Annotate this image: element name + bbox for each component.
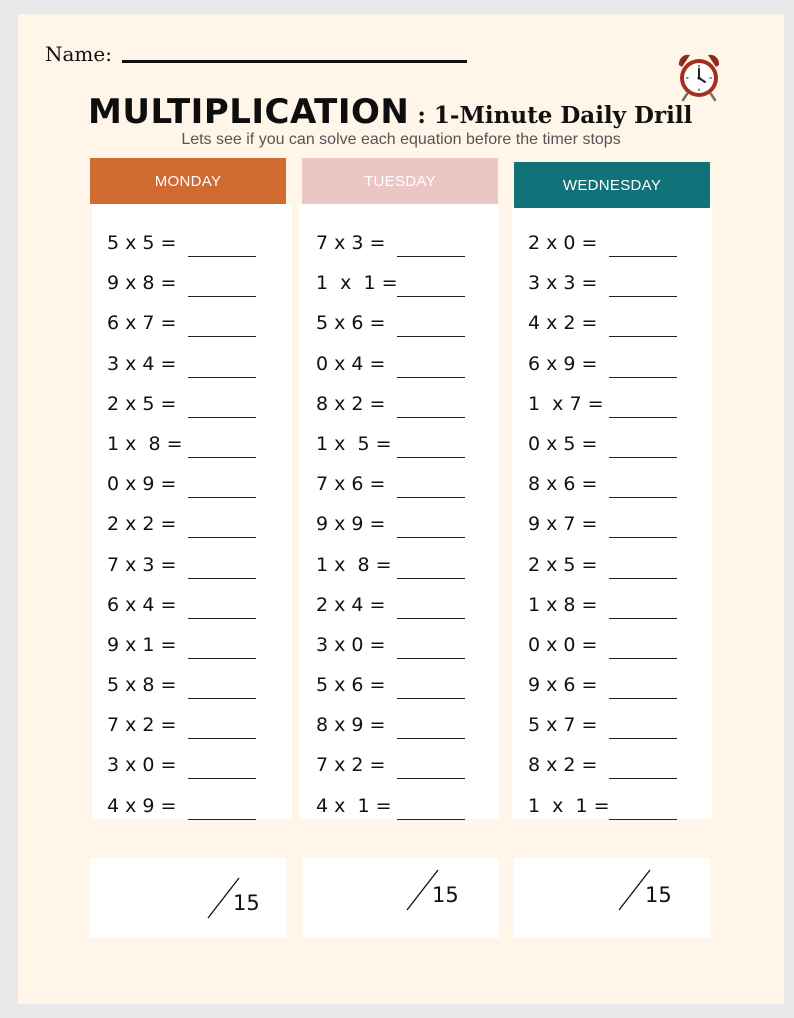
equation: 1 x 1 =	[316, 272, 398, 295]
name-row	[45, 42, 467, 66]
problem-row	[528, 387, 728, 427]
equation: 2 x 5 =	[528, 553, 598, 576]
problem-row	[107, 266, 307, 306]
problem-row	[528, 507, 728, 547]
equation: 3 x 3 =	[528, 272, 598, 295]
problem-row	[107, 588, 307, 628]
problem-row	[316, 387, 516, 427]
equation: 4 x 9 =	[107, 794, 177, 817]
equation: 3 x 0 =	[107, 754, 177, 777]
equation: 0 x 9 =	[107, 473, 177, 496]
answer-blank[interactable]	[188, 457, 256, 458]
answer-blank[interactable]	[397, 336, 465, 337]
score-slash	[303, 858, 499, 938]
problem-row	[316, 507, 516, 547]
answer-blank[interactable]	[188, 377, 256, 378]
answer-blank[interactable]	[188, 578, 256, 579]
answer-blank[interactable]	[188, 738, 256, 739]
equation: 8 x 6 =	[528, 473, 598, 496]
answer-blank[interactable]	[609, 296, 677, 297]
answer-blank[interactable]	[609, 618, 677, 619]
equation: 8 x 2 =	[316, 392, 386, 415]
answer-blank[interactable]	[397, 698, 465, 699]
equation: 5 x 5 =	[107, 232, 177, 254]
answer-blank[interactable]	[188, 778, 256, 779]
equation: 5 x 7 =	[528, 714, 598, 737]
problem-row	[107, 226, 307, 266]
name-label: Name:	[45, 42, 112, 66]
answer-blank[interactable]	[397, 819, 465, 820]
answer-blank[interactable]	[188, 497, 256, 498]
answer-blank[interactable]	[609, 658, 677, 659]
problem-row	[107, 387, 307, 427]
equation: 6 x 7 =	[107, 312, 177, 335]
answer-blank[interactable]	[609, 738, 677, 739]
answer-blank[interactable]	[609, 819, 677, 820]
answer-blank[interactable]	[188, 618, 256, 619]
worksheet-page	[18, 14, 784, 1004]
answer-blank[interactable]	[188, 698, 256, 699]
problem-row	[528, 748, 728, 788]
problem-row	[316, 548, 516, 588]
score-slash	[514, 858, 710, 938]
answer-blank[interactable]	[609, 377, 677, 378]
answer-blank[interactable]	[397, 658, 465, 659]
equation: 5 x 6 =	[316, 312, 386, 335]
tuesday-problems	[316, 226, 516, 829]
equation: 1 x 8 =	[528, 593, 598, 616]
equation: 9 x 6 =	[528, 674, 598, 697]
score-box-monday[interactable]	[90, 858, 286, 938]
equation: 2 x 5 =	[107, 392, 177, 415]
problem-row	[316, 789, 516, 829]
equation: 0 x 0 =	[528, 633, 598, 656]
answer-blank[interactable]	[397, 618, 465, 619]
answer-blank[interactable]	[397, 497, 465, 498]
score-total: 15	[645, 883, 672, 907]
problem-row	[316, 226, 516, 266]
equation: 8 x 9 =	[316, 714, 386, 737]
equation: 6 x 9 =	[528, 352, 598, 375]
problem-row	[107, 347, 307, 387]
problem-row	[528, 708, 728, 748]
wednesday-problems	[528, 226, 728, 829]
equation: 1 x 5 =	[316, 432, 392, 455]
problem-row	[528, 789, 728, 829]
equation: 1 x 8 =	[316, 553, 392, 576]
answer-blank[interactable]	[609, 417, 677, 418]
equation: 0 x 5 =	[528, 432, 598, 455]
day-header-tuesday: TUESDAY	[302, 158, 498, 204]
problem-row	[107, 427, 307, 467]
answer-blank[interactable]	[397, 417, 465, 418]
score-total: 15	[233, 891, 260, 915]
answer-blank[interactable]	[609, 497, 677, 498]
answer-blank[interactable]	[609, 537, 677, 538]
equation: 1 x 8 =	[107, 432, 183, 455]
equation: 1 x 1 =	[528, 794, 610, 817]
answer-blank[interactable]	[397, 457, 465, 458]
answer-blank[interactable]	[397, 578, 465, 579]
problem-row	[528, 548, 728, 588]
problem-row	[528, 226, 728, 266]
equation: 9 x 9 =	[316, 513, 386, 536]
equation: 5 x 8 =	[107, 674, 177, 697]
answer-blank[interactable]	[397, 778, 465, 779]
problem-row	[107, 548, 307, 588]
equation: 4 x 2 =	[528, 312, 598, 335]
answer-blank[interactable]	[397, 296, 465, 297]
equation: 7 x 3 =	[107, 553, 177, 576]
equation: 6 x 4 =	[107, 593, 177, 616]
answer-blank[interactable]	[609, 698, 677, 699]
equation: 5 x 6 =	[316, 674, 386, 697]
problem-row	[528, 588, 728, 628]
equation: 7 x 6 =	[316, 473, 386, 496]
answer-blank[interactable]	[397, 537, 465, 538]
equation: 0 x 4 =	[316, 352, 386, 375]
equation: 9 x 1 =	[107, 633, 177, 656]
problem-row	[316, 708, 516, 748]
equation: 3 x 4 =	[107, 352, 177, 375]
problem-row	[316, 748, 516, 788]
equation: 3 x 0 =	[316, 633, 386, 656]
problem-row	[316, 347, 516, 387]
answer-blank[interactable]	[609, 336, 677, 337]
answer-blank[interactable]	[397, 377, 465, 378]
monday-problems	[107, 226, 307, 829]
answer-blank[interactable]	[609, 578, 677, 579]
name-input-line[interactable]	[122, 60, 467, 63]
problem-row	[528, 266, 728, 306]
day-header-monday: MONDAY	[90, 158, 286, 204]
problem-row	[528, 427, 728, 467]
instructions-text: Lets see if you can solve each equation before the timer stops	[181, 131, 621, 148]
equation: 2 x 0 =	[528, 232, 598, 254]
problem-row	[107, 708, 307, 748]
problem-row	[316, 306, 516, 346]
answer-blank[interactable]	[609, 778, 677, 779]
answer-blank[interactable]	[188, 256, 256, 257]
problem-row	[107, 748, 307, 788]
answer-blank[interactable]	[397, 256, 465, 257]
equation: 9 x 8 =	[107, 272, 177, 295]
equation: 4 x 1 =	[316, 794, 392, 817]
score-box-tuesday[interactable]	[303, 858, 499, 938]
problem-row	[316, 427, 516, 467]
title-main: MULTIPLICATION	[88, 92, 410, 132]
equation: 7 x 3 =	[316, 232, 386, 254]
answer-blank[interactable]	[188, 819, 256, 820]
answer-blank[interactable]	[188, 336, 256, 337]
problem-row	[528, 467, 728, 507]
equation: 2 x 2 =	[107, 513, 177, 536]
problem-row	[316, 588, 516, 628]
answer-blank[interactable]	[397, 738, 465, 739]
equation: 1 x 7 =	[528, 392, 604, 415]
equation: 9 x 7 =	[528, 513, 598, 536]
score-total: 15	[432, 883, 459, 907]
problem-row	[107, 306, 307, 346]
problem-row	[316, 628, 516, 668]
problem-row	[107, 507, 307, 547]
title-subtitle: : 1-Minute Daily Drill	[417, 102, 693, 129]
answer-blank[interactable]	[188, 537, 256, 538]
day-header-wednesday: WEDNESDAY	[514, 162, 710, 208]
problem-row	[107, 467, 307, 507]
answer-blank[interactable]	[609, 256, 677, 257]
problem-row	[316, 467, 516, 507]
worksheet-title	[88, 92, 692, 132]
equation: 7 x 2 =	[107, 714, 177, 737]
problem-row	[107, 628, 307, 668]
answer-blank[interactable]	[609, 457, 677, 458]
equation: 8 x 2 =	[528, 754, 598, 777]
problem-row	[316, 668, 516, 708]
equation: 2 x 4 =	[316, 593, 386, 616]
problem-row	[528, 668, 728, 708]
answer-blank[interactable]	[188, 296, 256, 297]
answer-blank[interactable]	[188, 658, 256, 659]
problem-row	[528, 628, 728, 668]
score-box-wednesday[interactable]	[514, 858, 710, 938]
problem-row	[316, 266, 516, 306]
answer-blank[interactable]	[188, 417, 256, 418]
problem-row	[528, 347, 728, 387]
problem-row	[528, 306, 728, 346]
problem-row	[107, 668, 307, 708]
problem-row	[107, 789, 307, 829]
equation: 7 x 2 =	[316, 754, 386, 777]
